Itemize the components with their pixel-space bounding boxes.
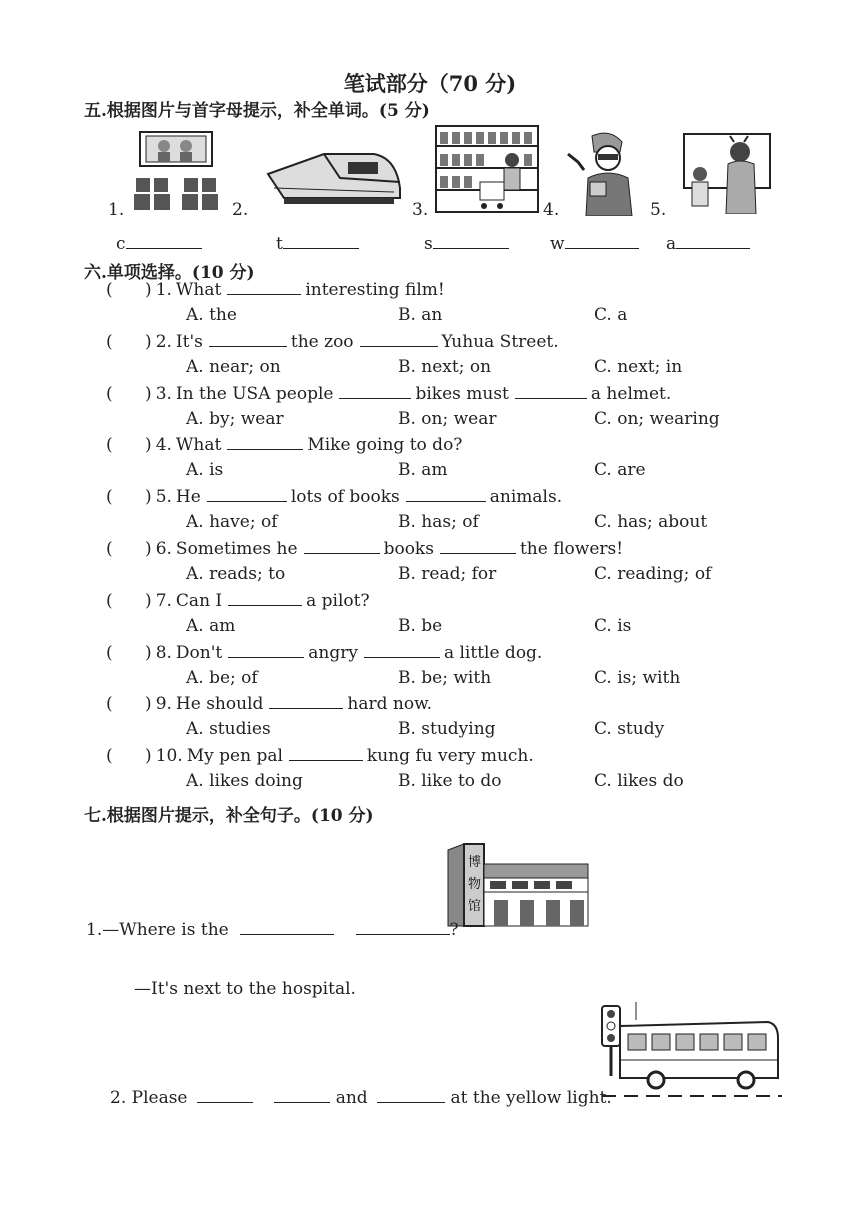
question-blank[interactable] bbox=[406, 487, 486, 502]
option-c[interactable]: C. study bbox=[594, 719, 665, 740]
question-blank[interactable] bbox=[339, 384, 411, 399]
museum-picture bbox=[446, 842, 590, 928]
train-picture bbox=[264, 148, 404, 212]
worker-picture bbox=[566, 130, 636, 216]
question-blank[interactable] bbox=[227, 435, 303, 450]
section-5-heading: 五.根据图片与首字母提示，补全单词。(5 分) bbox=[84, 101, 430, 121]
question-text: My pen pal bbox=[186, 746, 283, 767]
s7-q1-answer: —It's next to the hospital. bbox=[134, 979, 356, 999]
s7-q1 bbox=[86, 920, 459, 940]
supermarket-picture bbox=[434, 124, 540, 214]
question-number: 6. bbox=[155, 539, 172, 559]
option-c[interactable]: C. next; in bbox=[594, 356, 683, 377]
option-b[interactable]: B. be bbox=[398, 615, 443, 636]
question-row bbox=[106, 384, 671, 404]
question-text: kung fu very much. bbox=[366, 746, 534, 767]
answer-paren[interactable]: ( ) bbox=[106, 642, 152, 663]
s5-number-4: 4. bbox=[543, 200, 560, 220]
option-b[interactable]: B. like to do bbox=[398, 771, 502, 792]
s7-q1-text: —Where is the bbox=[102, 920, 229, 940]
answer-paren[interactable]: ( ) bbox=[106, 383, 152, 404]
museum-sign-char-2: 物 bbox=[468, 877, 482, 892]
option-c[interactable]: C. is bbox=[594, 615, 632, 636]
question-blank[interactable] bbox=[269, 694, 343, 709]
question-blank[interactable] bbox=[440, 539, 516, 554]
question-blank[interactable] bbox=[209, 332, 287, 347]
option-a[interactable]: A. be; of bbox=[186, 667, 258, 688]
angry-picture bbox=[682, 130, 772, 214]
question-text: lots of books bbox=[290, 487, 400, 508]
question-blank[interactable] bbox=[515, 384, 587, 399]
answer-paren[interactable]: ( ) bbox=[106, 539, 152, 559]
answer-paren[interactable]: ( ) bbox=[106, 280, 152, 300]
s5-blank-2[interactable] bbox=[276, 234, 359, 254]
option-c[interactable]: C. has; about bbox=[594, 512, 708, 533]
option-a[interactable]: A. studies bbox=[186, 719, 271, 740]
question-number: 9. bbox=[155, 694, 172, 715]
option-a[interactable]: A. am bbox=[186, 615, 236, 636]
option-b[interactable]: B. be; with bbox=[398, 667, 492, 688]
question-text: He bbox=[175, 487, 201, 508]
s5-blank-5[interactable] bbox=[666, 234, 750, 254]
question-text: Sometimes he bbox=[175, 539, 298, 559]
question-number: 2. bbox=[155, 331, 172, 352]
question-text: It's bbox=[175, 331, 203, 352]
option-c[interactable]: C. is; with bbox=[594, 667, 681, 688]
question-blank[interactable] bbox=[228, 591, 302, 606]
option-c[interactable]: C. likes do bbox=[594, 771, 684, 792]
answer-paren[interactable]: ( ) bbox=[106, 487, 152, 508]
option-b[interactable]: B. an bbox=[398, 305, 443, 325]
question-text: bikes must bbox=[415, 383, 509, 404]
s7-q1-blank-1[interactable] bbox=[240, 920, 334, 935]
question-number: 8. bbox=[155, 642, 172, 663]
s5-blank-4[interactable] bbox=[550, 234, 639, 254]
s5-letter-c: c bbox=[116, 234, 126, 254]
option-a[interactable]: A. by; wear bbox=[186, 408, 284, 429]
option-c[interactable]: C. are bbox=[594, 460, 646, 481]
question-blank[interactable] bbox=[304, 539, 380, 554]
s7-q2-blank-1[interactable] bbox=[197, 1088, 253, 1103]
option-a[interactable]: A. near; on bbox=[186, 356, 281, 377]
option-a[interactable]: A. have; of bbox=[186, 512, 278, 533]
option-c[interactable]: C. a bbox=[594, 305, 628, 325]
question-row bbox=[106, 487, 562, 507]
question-row bbox=[106, 280, 445, 300]
question-text: angry bbox=[308, 642, 358, 663]
s7-q2-blank-3[interactable] bbox=[377, 1088, 445, 1103]
question-number: 10. bbox=[155, 746, 183, 767]
question-text: books bbox=[383, 539, 434, 559]
question-text: Yuhua Street. bbox=[441, 331, 559, 352]
question-row bbox=[106, 332, 559, 352]
question-text: What bbox=[175, 280, 222, 300]
question-text: animals. bbox=[489, 487, 563, 508]
s5-blank-3[interactable] bbox=[424, 234, 509, 254]
question-blank[interactable] bbox=[207, 487, 287, 502]
question-text: Can I bbox=[175, 590, 223, 611]
question-row bbox=[106, 694, 432, 714]
option-c[interactable]: C. on; wearing bbox=[594, 408, 720, 429]
question-text: Mike going to do? bbox=[307, 435, 463, 456]
option-b[interactable]: B. studying bbox=[398, 719, 496, 740]
s7-q2-text-1: Please bbox=[131, 1088, 188, 1108]
option-a[interactable]: A. is bbox=[186, 460, 224, 481]
question-blank[interactable] bbox=[228, 643, 304, 658]
option-c[interactable]: C. reading; of bbox=[594, 564, 712, 584]
s7-q1-blank-2[interactable] bbox=[356, 920, 450, 935]
s7-q1-end: ? bbox=[449, 920, 459, 940]
answer-paren[interactable]: ( ) bbox=[106, 746, 152, 767]
question-text: interesting film! bbox=[305, 280, 445, 300]
question-row bbox=[106, 591, 370, 611]
question-text: a helmet. bbox=[590, 383, 672, 404]
option-a[interactable]: A. the bbox=[186, 305, 237, 325]
s7-q2 bbox=[110, 1088, 612, 1108]
question-row bbox=[106, 746, 534, 766]
question-number: 5. bbox=[155, 487, 172, 508]
question-row bbox=[106, 435, 462, 455]
s7-q1-number: 1. bbox=[86, 920, 103, 940]
question-text: Don't bbox=[175, 642, 223, 663]
question-text: hard now. bbox=[347, 694, 433, 715]
s7-q2-number: 2. bbox=[110, 1088, 127, 1108]
question-text: a little dog. bbox=[443, 642, 543, 663]
option-b[interactable]: B. read; for bbox=[398, 564, 497, 584]
s5-letter-w: w bbox=[550, 234, 565, 254]
question-number: 1. bbox=[155, 280, 172, 300]
bus-traffic-light-picture bbox=[592, 998, 786, 1102]
cinema-picture bbox=[132, 130, 222, 212]
option-b[interactable]: B. on; wear bbox=[398, 408, 497, 429]
section-7-heading: 七.根据图片提示，补全句子。(10 分) bbox=[84, 806, 374, 826]
s7-q2-text-3: at the yellow light. bbox=[450, 1088, 612, 1108]
s5-number-2: 2. bbox=[232, 200, 249, 220]
question-row bbox=[106, 539, 623, 559]
s5-letter-a: a bbox=[666, 234, 677, 254]
answer-paren[interactable]: ( ) bbox=[106, 331, 152, 352]
question-text: What bbox=[175, 435, 222, 456]
question-number: 4. bbox=[155, 435, 172, 456]
question-blank[interactable] bbox=[289, 746, 363, 761]
section-6-heading: 六.单项选择。(10 分) bbox=[84, 263, 255, 283]
answer-paren[interactable]: ( ) bbox=[106, 590, 152, 611]
question-row bbox=[106, 643, 542, 663]
s5-number-3: 3. bbox=[412, 200, 429, 220]
s5-number-5: 5. bbox=[650, 200, 667, 220]
option-a[interactable]: A. likes doing bbox=[186, 771, 303, 792]
answer-paren[interactable]: ( ) bbox=[106, 435, 152, 456]
option-b[interactable]: B. am bbox=[398, 460, 448, 481]
s7-q2-blank-2[interactable] bbox=[274, 1088, 330, 1103]
question-blank[interactable] bbox=[364, 643, 440, 658]
question-text: a pilot? bbox=[306, 590, 370, 611]
s7-q2-text-2: and bbox=[335, 1088, 368, 1108]
answer-paren[interactable]: ( ) bbox=[106, 694, 152, 715]
option-a[interactable]: A. reads; to bbox=[186, 564, 286, 584]
question-text: He should bbox=[175, 694, 264, 715]
page-title: 笔试部分（70 分) bbox=[343, 71, 517, 96]
s5-letter-s: s bbox=[424, 234, 433, 254]
question-text: the zoo bbox=[290, 331, 354, 352]
question-text: In the USA people bbox=[175, 383, 334, 404]
option-b[interactable]: B. next; on bbox=[398, 356, 492, 377]
question-blank[interactable] bbox=[227, 280, 301, 295]
question-text: the flowers! bbox=[519, 539, 624, 559]
option-b[interactable]: B. has; of bbox=[398, 512, 479, 533]
s5-blank-1[interactable] bbox=[116, 234, 202, 254]
s5-number-1: 1. bbox=[108, 200, 125, 220]
question-number: 7. bbox=[155, 590, 172, 611]
museum-sign-char-1: 博 bbox=[468, 855, 482, 870]
question-blank[interactable] bbox=[360, 332, 438, 347]
museum-sign-char-3: 馆 bbox=[468, 899, 482, 914]
s5-letter-t: t bbox=[276, 234, 283, 254]
question-number: 3. bbox=[155, 383, 172, 404]
